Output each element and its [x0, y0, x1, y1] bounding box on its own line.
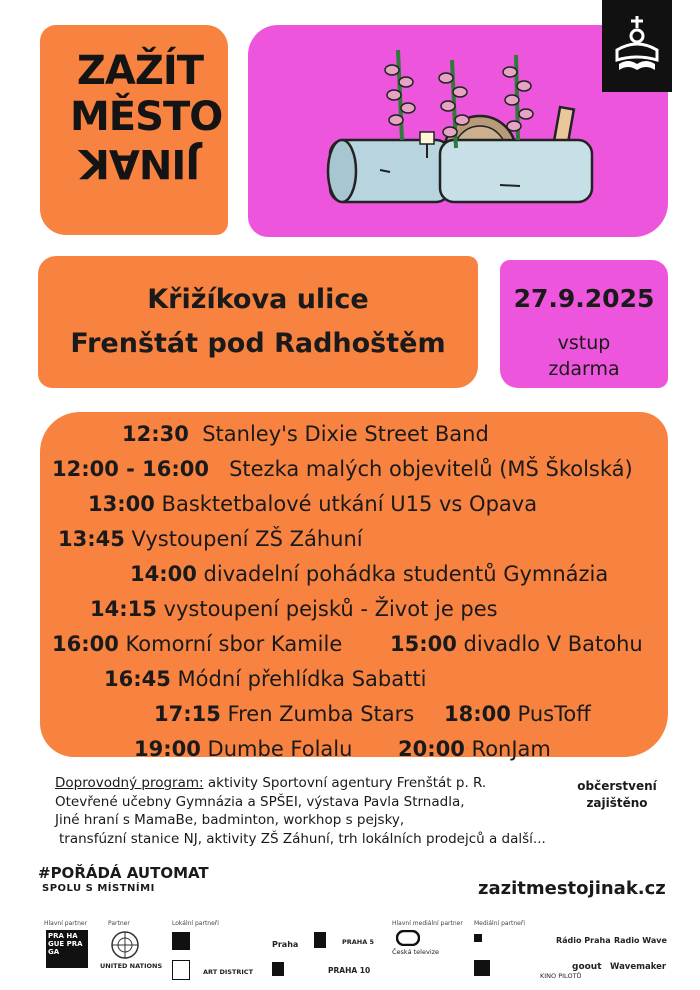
program-item: [90, 597, 498, 621]
supporting-program: [55, 774, 595, 848]
event-location: [38, 278, 478, 366]
program-item: [134, 737, 352, 761]
program-act: Módní přehlídka Sabatti: [177, 667, 427, 691]
event-logo: [70, 48, 223, 186]
website-link[interactable]: zazitmestojinak.cz: [478, 878, 666, 899]
goout-logo: goout: [572, 962, 602, 972]
program-item: [444, 702, 591, 726]
town-name: Frenštát pod Radhoštěm: [70, 328, 446, 359]
supporting-line-1: aktivity Sportovní agentury Frenštát p. R.: [203, 775, 487, 791]
supporting-line-4: transfúzní stanice NJ, aktivity ZŠ Záhuní, trh lokálních prodejců a další...: [59, 830, 546, 847]
program-item: [104, 667, 426, 691]
praha1-logo: Praha: [272, 940, 299, 949]
program-time: 12:30: [122, 422, 189, 446]
logo-line-2: MĚSTO: [70, 94, 223, 140]
supporting-program-label: Doprovodný program:: [55, 775, 204, 791]
praha10-logo: PRAHA 10: [328, 966, 371, 975]
city-emblem-icon: [612, 14, 662, 80]
organizer-logo: [38, 866, 209, 896]
entry-line-2: zdarma: [548, 358, 620, 380]
program-item: [390, 632, 643, 656]
refreshments-line-1: občerstvení: [577, 779, 657, 793]
program-time: 13:00: [88, 492, 155, 516]
radio-praha-logo: Rádio Praha: [556, 936, 611, 945]
program-act: vystoupení pejsků - Život je pes: [163, 597, 498, 621]
program-item: [52, 632, 342, 656]
art-district-logo: ART DISTRICT: [203, 968, 253, 976]
program-act: Stanley's Dixie Street Band: [202, 422, 489, 446]
organizer-line-1: #POŘÁDÁ AUTOMAT: [38, 864, 209, 882]
prague-logo: PRA HA GUE PRA GA: [46, 930, 88, 968]
program-time: 14:15: [90, 597, 157, 621]
program-act: Dumbe Folalu: [207, 737, 353, 761]
program-time: 13:45: [58, 527, 125, 551]
program-item: [398, 737, 551, 761]
media-partner-logo: [474, 960, 490, 976]
logo-line-1: ZAŽÍT: [76, 48, 204, 94]
program-time: 12:00 - 16:00: [52, 457, 210, 481]
program-item: [154, 702, 414, 726]
logo-line-3: JINAK: [79, 140, 201, 186]
program-act: Stezka malých objevitelů (MŠ Školská): [229, 457, 633, 481]
program-item: [88, 492, 537, 516]
program-act: Komorní sbor Kamile: [125, 632, 343, 656]
local-partners-label: Lokální partneři: [172, 920, 219, 927]
partner-label: Partner: [108, 920, 130, 927]
program-act: PusToff: [517, 702, 591, 726]
local-partner-logo: [172, 960, 190, 980]
planter-illustration: [320, 40, 610, 220]
program-act: divadlo V Batohu: [463, 632, 643, 656]
free-entry-note: [500, 330, 668, 382]
program-act: Vystoupení ZŠ Záhuní: [131, 527, 363, 551]
program-time: 18:00: [444, 702, 511, 726]
entry-line-1: vstup: [557, 332, 611, 354]
program-item: [122, 422, 489, 446]
program-time: 14:00: [130, 562, 197, 586]
program-act: RonJam: [471, 737, 551, 761]
media-partners-label: Mediální partneři: [474, 920, 525, 927]
program-act: Fren Zumba Stars: [227, 702, 415, 726]
supporting-line-2: Otevřené učebny Gymnázia a SPŠEI, výstava Pavla Strnadla,: [55, 793, 465, 810]
wavemaker-logo: Wavemaker: [610, 962, 667, 972]
supporting-line-3: Jiné hraní s MamaBe, badminton, workhop s pejsky,: [55, 812, 405, 828]
un-logo-text: UNITED NATIONS: [100, 962, 163, 970]
program-act: divadelní pohádka studentů Gymnázia: [203, 562, 609, 586]
program-time: 15:00: [390, 632, 457, 656]
ct-logo-text: Česká televize: [392, 948, 440, 956]
program-item: [130, 562, 608, 586]
program-time: 17:15: [154, 702, 221, 726]
local-partner-logo: [272, 962, 284, 976]
kino-logo: KINO PILOTŮ: [540, 972, 582, 980]
program-item: [58, 527, 363, 551]
main-media-partner-label: Hlavní mediální partner: [392, 920, 463, 927]
organizer-line-2: SPOLU S MÍSTNÍMI: [42, 883, 155, 894]
radio-wave-logo: Radio Wave: [614, 936, 667, 945]
program-item: [52, 457, 633, 481]
street-name: Křižíkova ulice: [147, 284, 369, 315]
program-time: 16:00: [52, 632, 119, 656]
media-partner-logo: [474, 934, 482, 942]
refreshments-line-2: zajištěno: [586, 796, 648, 810]
local-partner-logo: [314, 932, 326, 948]
program-time: 20:00: [398, 737, 465, 761]
local-partner-logo: [172, 932, 190, 950]
program-time: 19:00: [134, 737, 201, 761]
praha5-logo: PRAHA 5: [342, 938, 375, 946]
program-act: Basktetbalové utkání U15 vs Opava: [161, 492, 538, 516]
event-date: 27.9.2025: [513, 284, 655, 313]
un-logo-icon: [110, 930, 140, 960]
program-time: 16:45: [104, 667, 171, 691]
refreshments-note: [572, 778, 662, 812]
ct-logo-icon: [396, 930, 420, 946]
main-partner-label: Hlavní partner: [44, 920, 88, 927]
